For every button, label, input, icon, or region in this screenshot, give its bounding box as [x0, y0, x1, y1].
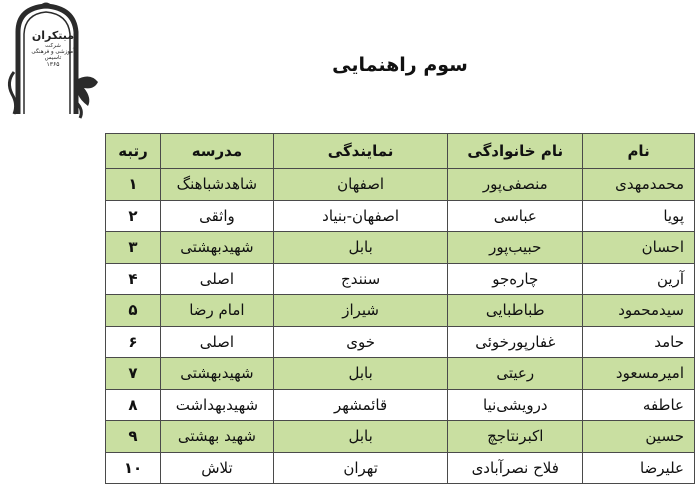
header-family: نام خانوادگی — [448, 134, 583, 169]
cell-school: اصلی — [160, 326, 273, 358]
cell-school: شاهدشباهنگ — [160, 169, 273, 201]
table-row — [106, 358, 695, 390]
cell-family: فلاح نصرآبادی — [448, 452, 583, 484]
company-logo — [4, 2, 102, 120]
cell-name: آرین — [583, 263, 695, 295]
cell-school: شهیدبهشتی — [160, 232, 273, 264]
table-row — [106, 263, 695, 295]
cell-family: رعیتی — [448, 358, 583, 390]
page-title: سوم راهنمایی — [332, 54, 468, 76]
cell-name: سیدمحمود — [583, 295, 695, 327]
cell-branch: بابل — [273, 232, 448, 264]
logo-text-block — [26, 30, 80, 68]
cell-rank: ۱ — [106, 169, 161, 201]
cell-school: تلاش — [160, 452, 273, 484]
cell-branch: خوی — [273, 326, 448, 358]
logo-subtitle-3: تاسیس — [44, 55, 62, 62]
cell-school: امام رضا — [160, 295, 273, 327]
table-header-row — [106, 134, 695, 169]
table-row — [106, 169, 695, 201]
logo-year: ۱۳۶۵ — [46, 60, 60, 68]
cell-rank: ۶ — [106, 326, 161, 358]
cell-name: احسان — [583, 232, 695, 264]
cell-family: طباطبایی — [448, 295, 583, 327]
table-row — [106, 389, 695, 421]
cell-rank: ۳ — [106, 232, 161, 264]
cell-family: اکبرنتاجچ — [448, 421, 583, 453]
cell-school: واثقی — [160, 200, 273, 232]
cell-name: حسین — [583, 421, 695, 453]
cell-family: غفارپورخوئی — [448, 326, 583, 358]
header-name: نام — [583, 134, 695, 169]
cell-family: چاره‌جو — [448, 263, 583, 295]
cell-family: منصفی‌پور — [448, 169, 583, 201]
cell-branch: قائمشهر — [273, 389, 448, 421]
table-row — [106, 200, 695, 232]
cell-branch: تهران — [273, 452, 448, 484]
cell-branch: بابل — [273, 358, 448, 390]
cell-family: حبیب‌پور — [448, 232, 583, 264]
logo-subtitle-1: شرکت — [45, 42, 61, 49]
cell-branch: اصفهان-بنیاد — [273, 200, 448, 232]
cell-school: شهیدبهشتی — [160, 358, 273, 390]
cell-branch: بابل — [273, 421, 448, 453]
cell-name: محمدمهدی — [583, 169, 695, 201]
table-row — [106, 326, 695, 358]
cell-school: شهید بهشتی — [160, 421, 273, 453]
cell-name: امیرمسعود — [583, 358, 695, 390]
cell-family: عباسی — [448, 200, 583, 232]
cell-rank: ۵ — [106, 295, 161, 327]
table-body — [106, 169, 695, 484]
cell-name: عاطفه — [583, 389, 695, 421]
cell-rank: ۴ — [106, 263, 161, 295]
cell-rank: ۸ — [106, 389, 161, 421]
table-row — [106, 421, 695, 453]
cell-name: پویا — [583, 200, 695, 232]
cell-branch: سنندج — [273, 263, 448, 295]
header-rank: رتبه — [106, 134, 161, 169]
cell-rank: ۱۰ — [106, 452, 161, 484]
table-row — [106, 452, 695, 484]
cell-family: درویشی‌نیا — [448, 389, 583, 421]
cell-name: علیرضا — [583, 452, 695, 484]
header-branch: نمایندگی — [273, 134, 448, 169]
ranking-table — [105, 133, 695, 484]
cell-branch: اصفهان — [273, 169, 448, 201]
cell-name: حامد — [583, 326, 695, 358]
cell-school: شهیدبهداشت — [160, 389, 273, 421]
cell-rank: ۲ — [106, 200, 161, 232]
cell-school: اصلی — [160, 263, 273, 295]
logo-name: مبتکران — [31, 29, 75, 42]
logo-subtitle-2: آموزشی و فرهنگی — [31, 48, 75, 55]
table-row — [106, 232, 695, 264]
header-school: مدرسه — [160, 134, 273, 169]
cell-rank: ۹ — [106, 421, 161, 453]
cell-rank: ۷ — [106, 358, 161, 390]
table-row — [106, 295, 695, 327]
cell-branch: شیراز — [273, 295, 448, 327]
